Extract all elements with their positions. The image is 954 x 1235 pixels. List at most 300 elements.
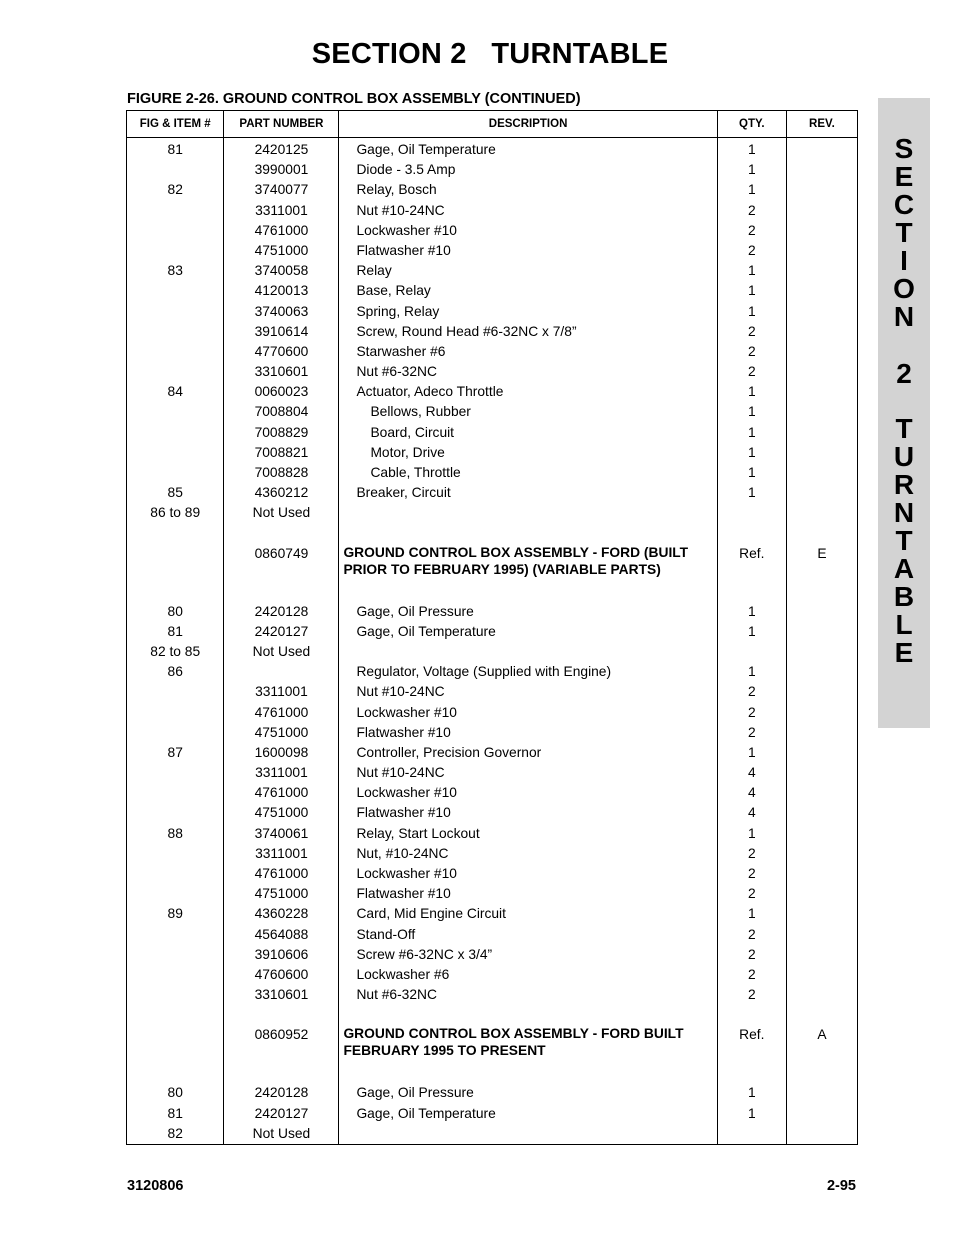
rev-cell	[786, 925, 857, 945]
table-row	[127, 844, 858, 864]
part-number-cell: 3310601	[224, 985, 339, 1005]
rev-cell	[786, 524, 857, 544]
fig-item-cell: 87	[127, 743, 224, 763]
fig-item-cell: 81	[127, 622, 224, 642]
side-tab-letter: A	[893, 553, 915, 584]
qty-cell: 2	[717, 682, 786, 702]
rev-cell	[786, 160, 857, 180]
description-cell: Flatwasher #10	[339, 884, 717, 904]
part-number-cell: 2420127	[224, 622, 339, 642]
qty-cell: 2	[717, 864, 786, 884]
table-row	[127, 302, 858, 322]
part-number-cell: 2420128	[224, 602, 339, 622]
table-row	[127, 783, 858, 803]
table-row	[127, 965, 858, 985]
table-row	[127, 743, 858, 763]
fig-item-cell	[127, 844, 224, 864]
part-number-cell: Not Used	[224, 503, 339, 523]
part-number-cell: 4360228	[224, 904, 339, 924]
rev-cell	[786, 1083, 857, 1103]
qty-cell: 1	[717, 662, 786, 682]
rev-cell	[786, 703, 857, 723]
description-cell: GROUND CONTROL BOX ASSEMBLY - FORD (BUILT PRIOR TO FEBRUARY 1995) (VARIABLE PARTS)	[339, 544, 717, 582]
fig-item-cell	[127, 402, 224, 422]
qty-cell: 4	[717, 803, 786, 823]
fig-item-cell	[127, 221, 224, 241]
fig-item-cell	[127, 241, 224, 261]
qty-cell: 1	[717, 443, 786, 463]
qty-cell: 2	[717, 342, 786, 362]
rev-cell	[786, 443, 857, 463]
table-row	[127, 281, 858, 301]
table-row	[127, 544, 858, 582]
table-row	[127, 160, 858, 180]
description-cell: Nut #10-24NC	[339, 682, 717, 702]
qty-cell: 1	[717, 904, 786, 924]
side-tab-letter: U	[893, 441, 915, 472]
rev-cell	[786, 783, 857, 803]
rev-cell	[786, 1104, 857, 1124]
qty-cell: 2	[717, 241, 786, 261]
table-row	[127, 763, 858, 783]
rev-cell	[786, 844, 857, 864]
description-cell: Gage, Oil Temperature	[339, 622, 717, 642]
table-row	[127, 1025, 858, 1063]
rev-cell	[786, 582, 857, 602]
part-number-cell	[224, 524, 339, 544]
qty-cell: 2	[717, 703, 786, 723]
description-cell: Nut #10-24NC	[339, 763, 717, 783]
qty-cell	[717, 1005, 786, 1025]
rev-cell	[786, 985, 857, 1005]
table-row	[127, 582, 858, 602]
rev-cell	[786, 503, 857, 523]
description-cell: Stand-Off	[339, 925, 717, 945]
qty-cell: 1	[717, 602, 786, 622]
description-cell: Starwasher #6	[339, 342, 717, 362]
fig-item-cell	[127, 362, 224, 382]
side-tab-letter: B	[893, 581, 915, 612]
rev-cell	[786, 241, 857, 261]
description-cell	[339, 524, 717, 544]
table-row	[127, 864, 858, 884]
fig-item-cell	[127, 443, 224, 463]
qty-cell: 1	[717, 423, 786, 443]
description-cell: Actuator, Adeco Throttle	[339, 382, 717, 402]
part-number-cell: 3311001	[224, 844, 339, 864]
part-number-cell: 0060023	[224, 382, 339, 402]
table-row	[127, 241, 858, 261]
description-cell: Breaker, Circuit	[339, 483, 717, 503]
fig-item-cell	[127, 281, 224, 301]
fig-item-cell	[127, 582, 224, 602]
part-number-cell: 7008804	[224, 402, 339, 422]
description-cell: Flatwasher #10	[339, 803, 717, 823]
fig-item-cell	[127, 925, 224, 945]
description-cell: Base, Relay	[339, 281, 717, 301]
fig-item-cell	[127, 783, 224, 803]
side-tab-letter: N	[893, 301, 915, 332]
fig-item-cell	[127, 322, 224, 342]
qty-cell	[717, 524, 786, 544]
description-cell: Lockwasher #10	[339, 864, 717, 884]
description-cell: Gage, Oil Temperature	[339, 1104, 717, 1124]
table-row	[127, 180, 858, 200]
fig-item-cell	[127, 723, 224, 743]
part-number-cell: 4761000	[224, 703, 339, 723]
description-cell: Lockwasher #10	[339, 703, 717, 723]
table-row	[127, 524, 858, 544]
part-number-cell: 4751000	[224, 884, 339, 904]
description-cell: Relay, Start Lockout	[339, 824, 717, 844]
rev-cell	[786, 382, 857, 402]
fig-item-cell	[127, 763, 224, 783]
fig-item-cell: 81	[127, 1104, 224, 1124]
fig-item-cell	[127, 803, 224, 823]
qty-cell: 2	[717, 362, 786, 382]
side-tab-letter: S	[894, 133, 914, 164]
description-cell: Lockwasher #10	[339, 783, 717, 803]
qty-cell: 2	[717, 985, 786, 1005]
description-cell: Nut #6-32NC	[339, 362, 717, 382]
fig-item-cell	[127, 201, 224, 221]
rev-cell	[786, 201, 857, 221]
description-cell: Relay	[339, 261, 717, 281]
description-cell: Diode - 3.5 Amp	[339, 160, 717, 180]
description-cell: Regulator, Voltage (Supplied with Engine)	[339, 662, 717, 682]
description-cell: Screw, Round Head #6-32NC x 7/8”	[339, 322, 717, 342]
table-row	[127, 602, 858, 622]
rev-cell	[786, 884, 857, 904]
fig-item-cell: 88	[127, 824, 224, 844]
fig-item-cell	[127, 524, 224, 544]
part-number-cell: 4761000	[224, 221, 339, 241]
qty-cell: 4	[717, 763, 786, 783]
table-row	[127, 662, 858, 682]
rev-cell	[786, 342, 857, 362]
table-row	[127, 423, 858, 443]
fig-item-cell: 80	[127, 1083, 224, 1103]
fig-item-cell	[127, 985, 224, 1005]
document-number: 3120806	[127, 1178, 184, 1194]
table-row	[127, 642, 858, 662]
part-number-cell: 2420125	[224, 138, 339, 161]
table-row	[127, 463, 858, 483]
side-tab-letter: C	[893, 189, 915, 220]
qty-cell: 2	[717, 201, 786, 221]
fig-item-cell	[127, 302, 224, 322]
parts-table	[126, 110, 858, 1145]
table-row	[127, 1063, 858, 1083]
table-row	[127, 322, 858, 342]
table-row	[127, 703, 858, 723]
qty-cell: 2	[717, 844, 786, 864]
table-row	[127, 503, 858, 523]
table-row	[127, 985, 858, 1005]
part-number-cell: 4751000	[224, 723, 339, 743]
table-row	[127, 945, 858, 965]
fig-item-cell: 82	[127, 1124, 224, 1145]
rev-cell	[786, 763, 857, 783]
qty-cell: 1	[717, 463, 786, 483]
table-row	[127, 904, 858, 924]
part-number-cell: 3740077	[224, 180, 339, 200]
part-number-cell: 4751000	[224, 241, 339, 261]
table-row	[127, 221, 858, 241]
side-tab-letter: E	[894, 161, 914, 192]
fig-item-cell: 89	[127, 904, 224, 924]
qty-cell: 1	[717, 138, 786, 161]
side-tab-letter: R	[893, 469, 915, 500]
part-number-cell: Not Used	[224, 642, 339, 662]
fig-item-cell: 86 to 89	[127, 503, 224, 523]
rev-cell	[786, 322, 857, 342]
side-tab-letter: N	[893, 497, 915, 528]
table-row	[127, 1005, 858, 1025]
table-row	[127, 824, 858, 844]
description-cell: Flatwasher #10	[339, 241, 717, 261]
fig-item-cell	[127, 945, 224, 965]
rev-cell	[786, 965, 857, 985]
qty-cell: 2	[717, 925, 786, 945]
fig-item-cell	[127, 463, 224, 483]
page-number: 2-95	[826, 1178, 856, 1194]
part-number-cell: 4751000	[224, 803, 339, 823]
side-tab-letter: T	[895, 525, 913, 556]
fig-item-cell: 83	[127, 261, 224, 281]
fig-item-cell	[127, 864, 224, 884]
rev-cell	[786, 1124, 857, 1145]
qty-cell	[717, 1124, 786, 1145]
qty-cell: 4	[717, 783, 786, 803]
description-cell: Nut #10-24NC	[339, 201, 717, 221]
side-tab-letter: 2	[896, 358, 912, 389]
part-number-cell: 3910606	[224, 945, 339, 965]
figure-title: FIGURE 2-26. GROUND CONTROL BOX ASSEMBLY (CONTINUED)	[127, 91, 581, 107]
page-title: SECTION 2 TURNTABLE	[311, 38, 669, 70]
qty-cell: 1	[717, 281, 786, 301]
part-number-cell: 1600098	[224, 743, 339, 763]
rev-cell	[786, 1063, 857, 1083]
description-cell	[339, 582, 717, 602]
rev-cell	[786, 362, 857, 382]
fig-item-cell	[127, 160, 224, 180]
qty-cell	[717, 642, 786, 662]
part-number-cell: 4760600	[224, 965, 339, 985]
description-cell: Gage, Oil Temperature	[339, 138, 717, 161]
rev-cell: A	[786, 1025, 857, 1063]
side-tab-letter: L	[895, 609, 913, 640]
side-tab-letter: T	[895, 413, 913, 444]
table-row	[127, 342, 858, 362]
rev-cell	[786, 402, 857, 422]
rev-cell	[786, 423, 857, 443]
description-cell: Motor, Drive	[339, 443, 717, 463]
side-tab-letter: E	[894, 637, 914, 668]
rev-cell	[786, 864, 857, 884]
description-cell	[339, 1063, 717, 1083]
description-cell	[339, 503, 717, 523]
description-cell: Lockwasher #6	[339, 965, 717, 985]
fig-item-cell: 86	[127, 662, 224, 682]
part-number-cell: 0860749	[224, 544, 339, 582]
fig-item-cell: 84	[127, 382, 224, 402]
description-cell: Board, Circuit	[339, 423, 717, 443]
description-cell	[339, 642, 717, 662]
qty-cell: 1	[717, 824, 786, 844]
part-number-cell: 3990001	[224, 160, 339, 180]
parts-table-body	[127, 138, 858, 1145]
rev-cell	[786, 904, 857, 924]
description-cell: Gage, Oil Pressure	[339, 1083, 717, 1103]
table-row	[127, 803, 858, 823]
rev-cell: E	[786, 544, 857, 582]
col-header-description: DESCRIPTION	[339, 111, 717, 138]
part-number-cell: 3740063	[224, 302, 339, 322]
description-cell: Bellows, Rubber	[339, 402, 717, 422]
qty-cell: 1	[717, 1104, 786, 1124]
qty-cell: 2	[717, 884, 786, 904]
rev-cell	[786, 1005, 857, 1025]
fig-item-cell	[127, 423, 224, 443]
qty-cell: 2	[717, 945, 786, 965]
part-number-cell: 7008821	[224, 443, 339, 463]
rev-cell	[786, 602, 857, 622]
fig-item-cell: 80	[127, 602, 224, 622]
rev-cell	[786, 463, 857, 483]
fig-item-cell: 85	[127, 483, 224, 503]
table-row	[127, 1104, 858, 1124]
part-number-cell: 4770600	[224, 342, 339, 362]
qty-cell: 2	[717, 965, 786, 985]
qty-cell: 1	[717, 160, 786, 180]
part-number-cell: 4120013	[224, 281, 339, 301]
part-number-cell: 7008829	[224, 423, 339, 443]
fig-item-cell: 81	[127, 138, 224, 161]
fig-item-cell	[127, 884, 224, 904]
table-row	[127, 402, 858, 422]
fig-item-cell	[127, 1005, 224, 1025]
qty-cell: 1	[717, 483, 786, 503]
rev-cell	[786, 824, 857, 844]
table-row	[127, 382, 858, 402]
rev-cell	[786, 723, 857, 743]
table-row	[127, 1083, 858, 1103]
table-row	[127, 201, 858, 221]
fig-item-cell	[127, 1063, 224, 1083]
col-header-rev: REV.	[786, 111, 857, 138]
qty-cell: Ref.	[717, 1025, 786, 1063]
description-cell: Flatwasher #10	[339, 723, 717, 743]
qty-cell	[717, 503, 786, 523]
table-row	[127, 622, 858, 642]
rev-cell	[786, 221, 857, 241]
table-row	[127, 138, 858, 161]
qty-cell: 1	[717, 382, 786, 402]
rev-cell	[786, 945, 857, 965]
part-number-cell: 3910614	[224, 322, 339, 342]
description-cell: Nut, #10-24NC	[339, 844, 717, 864]
table-row	[127, 261, 858, 281]
part-number-cell: 2420127	[224, 1104, 339, 1124]
rev-cell	[786, 682, 857, 702]
part-number-cell	[224, 1063, 339, 1083]
qty-cell: 2	[717, 723, 786, 743]
qty-cell: 1	[717, 743, 786, 763]
rev-cell	[786, 483, 857, 503]
qty-cell: Ref.	[717, 544, 786, 582]
side-tab-letter: I	[900, 245, 908, 276]
fig-item-cell	[127, 703, 224, 723]
table-header-row	[127, 111, 858, 138]
table-row	[127, 682, 858, 702]
description-cell: Card, Mid Engine Circuit	[339, 904, 717, 924]
rev-cell	[786, 138, 857, 161]
description-cell: Cable, Throttle	[339, 463, 717, 483]
col-header-fig-item: FIG & ITEM #	[127, 111, 224, 138]
fig-item-cell	[127, 544, 224, 582]
qty-cell: 1	[717, 622, 786, 642]
description-cell: Gage, Oil Pressure	[339, 602, 717, 622]
description-cell	[339, 1005, 717, 1025]
description-cell: Controller, Precision Governor	[339, 743, 717, 763]
table-row	[127, 362, 858, 382]
table-row	[127, 925, 858, 945]
qty-cell: 1	[717, 302, 786, 322]
part-number-cell: 2420128	[224, 1083, 339, 1103]
qty-cell: 1	[717, 261, 786, 281]
rev-cell	[786, 662, 857, 682]
part-number-cell: 3311001	[224, 763, 339, 783]
section-side-tab	[878, 98, 930, 728]
fig-item-cell	[127, 342, 224, 362]
table-row	[127, 723, 858, 743]
description-cell: Lockwasher #10	[339, 221, 717, 241]
part-number-cell: 0860952	[224, 1025, 339, 1063]
fig-item-cell	[127, 965, 224, 985]
description-cell: Relay, Bosch	[339, 180, 717, 200]
part-number-cell: 4761000	[224, 864, 339, 884]
description-cell: GROUND CONTROL BOX ASSEMBLY - FORD BUILT FEBRUARY 1995 TO PRESENT	[339, 1025, 717, 1063]
fig-item-cell: 82 to 85	[127, 642, 224, 662]
rev-cell	[786, 180, 857, 200]
part-number-cell	[224, 662, 339, 682]
description-cell: Spring, Relay	[339, 302, 717, 322]
rev-cell	[786, 622, 857, 642]
rev-cell	[786, 261, 857, 281]
qty-cell: 2	[717, 221, 786, 241]
table-row	[127, 443, 858, 463]
part-number-cell: 4360212	[224, 483, 339, 503]
part-number-cell: 3740058	[224, 261, 339, 281]
rev-cell	[786, 281, 857, 301]
part-number-cell: 3740061	[224, 824, 339, 844]
part-number-cell: 7008828	[224, 463, 339, 483]
part-number-cell	[224, 1005, 339, 1025]
col-header-qty: QTY.	[717, 111, 786, 138]
col-header-part-number: PART NUMBER	[224, 111, 339, 138]
qty-cell: 1	[717, 402, 786, 422]
part-number-cell	[224, 582, 339, 602]
qty-cell: 2	[717, 322, 786, 342]
fig-item-cell	[127, 1025, 224, 1063]
part-number-cell: Not Used	[224, 1124, 339, 1145]
table-row	[127, 483, 858, 503]
qty-cell	[717, 582, 786, 602]
part-number-cell: 4564088	[224, 925, 339, 945]
part-number-cell: 4761000	[224, 783, 339, 803]
fig-item-cell	[127, 682, 224, 702]
